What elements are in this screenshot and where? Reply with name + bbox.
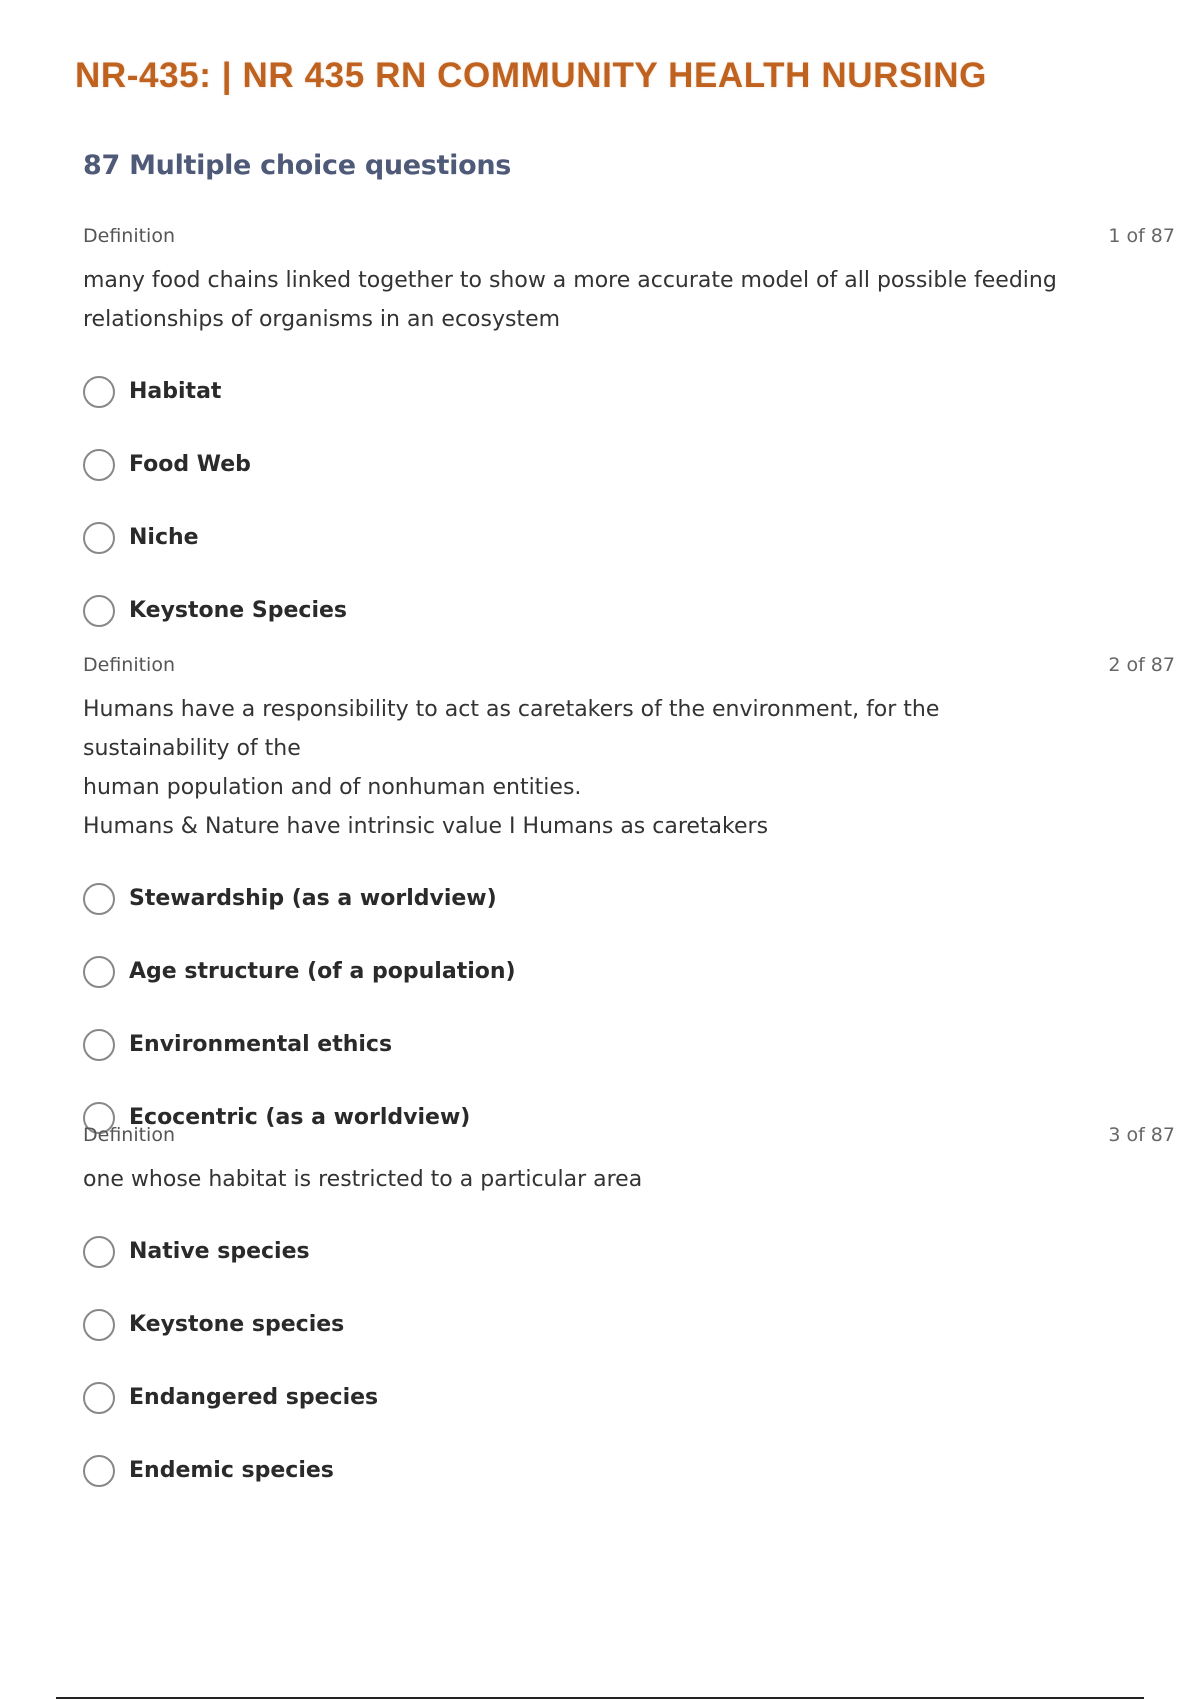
answer-option-label: Endangered species xyxy=(129,1385,379,1410)
answer-option-label: Age structure (of a population) xyxy=(129,959,516,984)
answer-option[interactable] xyxy=(83,1008,1175,1081)
answer-option-label: Native species xyxy=(129,1239,310,1264)
answer-option-label: Niche xyxy=(129,525,199,550)
answer-option[interactable] xyxy=(83,355,1175,428)
answer-options xyxy=(83,355,1175,647)
answer-option[interactable] xyxy=(83,1215,1175,1288)
answer-options xyxy=(83,862,1175,1154)
radio-button[interactable] xyxy=(83,1382,115,1414)
question-type-label: Definition xyxy=(83,225,176,247)
answer-option[interactable] xyxy=(83,501,1175,574)
question-count-heading: 87 Multiple choice questions xyxy=(83,150,512,181)
answer-option-label: Stewardship (as a worldview) xyxy=(129,886,497,911)
radio-button[interactable] xyxy=(83,595,115,627)
question-prompt-line: one whose habitat is restricted to a particular area xyxy=(83,1167,643,1192)
radio-button[interactable] xyxy=(83,883,115,915)
answer-option[interactable] xyxy=(83,574,1175,647)
radio-button[interactable] xyxy=(83,449,115,481)
radio-button[interactable] xyxy=(83,1309,115,1341)
question-type-label: Definition xyxy=(83,1124,176,1146)
question-header xyxy=(83,225,1175,255)
radio-button[interactable] xyxy=(83,522,115,554)
question-card xyxy=(83,1124,1175,1507)
answer-option[interactable] xyxy=(83,862,1175,935)
radio-button[interactable] xyxy=(83,1236,115,1268)
question-prompt-line: many food chains linked together to show a more accurate model of all possible feeding xyxy=(83,268,1057,293)
answer-option[interactable] xyxy=(83,428,1175,501)
question-prompt-line: Humans & Nature have intrinsic value I Humans as caretakers xyxy=(83,814,769,839)
answer-option-label: Food Web xyxy=(129,452,251,477)
question-counter: 1 of 87 xyxy=(1108,225,1175,247)
question-counter: 2 of 87 xyxy=(1108,654,1175,676)
question-prompt xyxy=(83,1160,1175,1199)
document-title: NR-435: | NR 435 RN COMMUNITY HEALTH NURSING xyxy=(75,56,987,95)
question-prompt-line: relationships of organisms in an ecosystem xyxy=(83,307,561,332)
page-bottom-divider xyxy=(56,1697,1144,1699)
radio-button[interactable] xyxy=(83,1029,115,1061)
question-card xyxy=(83,654,1175,1154)
answer-option-label: Habitat xyxy=(129,379,222,404)
radio-button[interactable] xyxy=(83,956,115,988)
answer-option-label: Keystone Species xyxy=(129,598,348,623)
question-type-label: Definition xyxy=(83,654,176,676)
answer-option[interactable] xyxy=(83,935,1175,1008)
answer-option-label: Endemic species xyxy=(129,1458,334,1483)
question-card xyxy=(83,225,1175,647)
question-counter: 3 of 87 xyxy=(1108,1124,1175,1146)
question-prompt xyxy=(83,690,1175,846)
question-prompt xyxy=(83,261,1175,339)
answer-option[interactable] xyxy=(83,1288,1175,1361)
question-header xyxy=(83,654,1175,684)
answer-option-label: Keystone species xyxy=(129,1312,345,1337)
answer-option-label: Ecocentric (as a worldview) xyxy=(129,1105,471,1130)
question-header xyxy=(83,1124,1175,1154)
answer-option-label: Environmental ethics xyxy=(129,1032,393,1057)
answer-options xyxy=(83,1215,1175,1507)
radio-button[interactable] xyxy=(83,1455,115,1487)
radio-button[interactable] xyxy=(83,376,115,408)
question-prompt-line: Humans have a responsibility to act as caretakers of the environment, for the sustainability of the xyxy=(83,697,940,761)
answer-option[interactable] xyxy=(83,1361,1175,1434)
answer-option[interactable] xyxy=(83,1434,1175,1507)
question-prompt-line: human population and of nonhuman entities. xyxy=(83,775,582,800)
